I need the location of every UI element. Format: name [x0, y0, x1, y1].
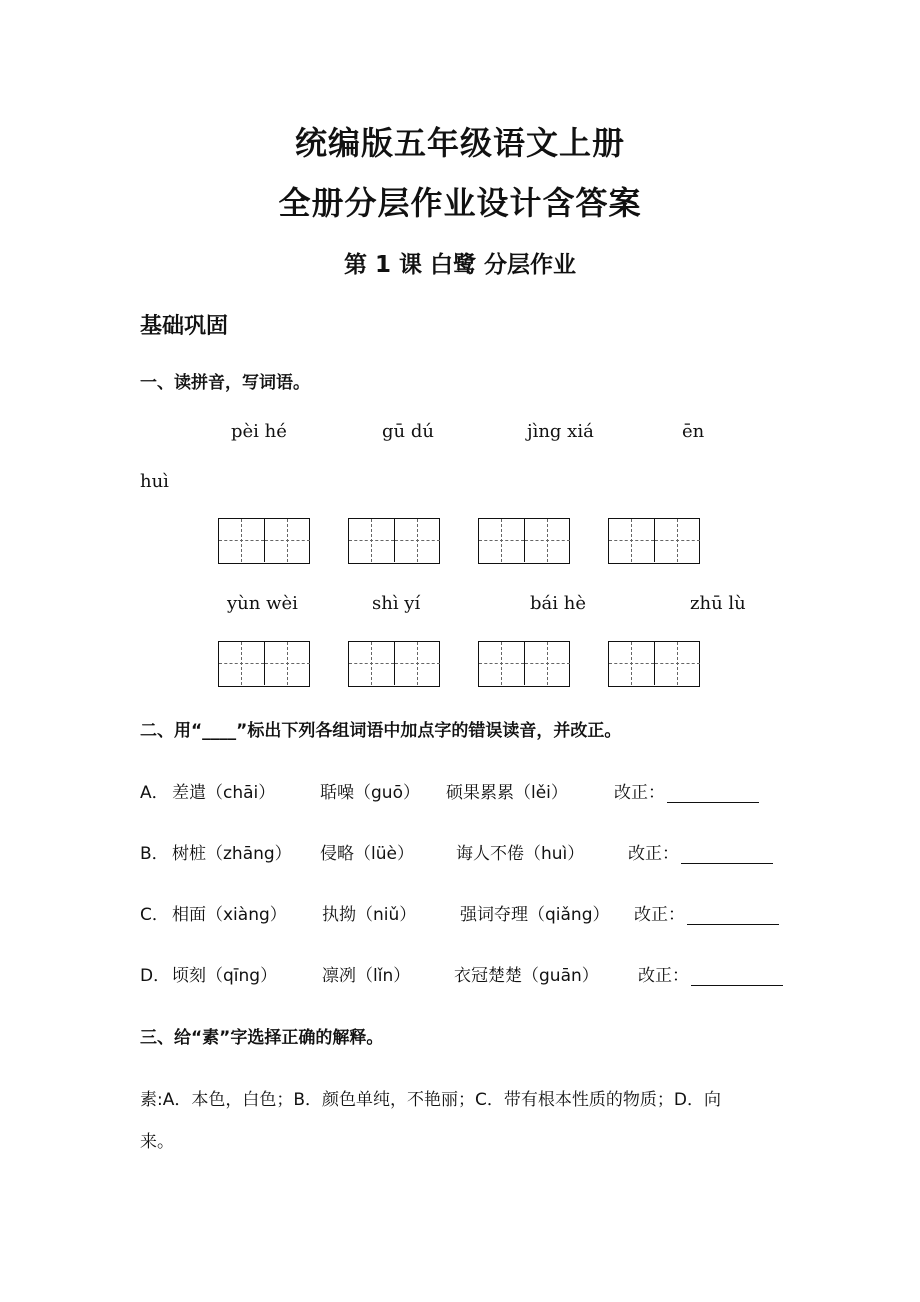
- pinyin-row2-1: yùn wèi: [227, 593, 298, 614]
- correction-field[interactable]: [638, 961, 783, 986]
- option-letter: A．: [140, 783, 169, 803]
- option-word-3: 衣冠楚楚（guān）: [454, 966, 599, 986]
- option-word-1: 顷刻（qīng）: [172, 966, 278, 986]
- option-word-3: 硕果累累（lěi）: [446, 783, 568, 803]
- option-word-2: 聒噪（guō）: [320, 783, 420, 803]
- lesson-title: 第 1 课 白鹭 分层作业: [343, 252, 577, 278]
- option-word-2: 凛冽（lǐn）: [322, 966, 411, 986]
- correction-field[interactable]: [634, 900, 779, 925]
- option-letter: C．: [140, 905, 169, 925]
- writing-grid[interactable]: [478, 641, 570, 687]
- correction-blank[interactable]: [667, 786, 759, 803]
- section-heading: 基础巩固: [140, 314, 229, 339]
- option-letter: D．: [140, 966, 171, 986]
- writing-grid[interactable]: [348, 641, 440, 687]
- question-3-label: 三、给“素”字选择正确的解释。: [140, 1028, 384, 1048]
- option-b: [140, 839, 790, 863]
- question-1-label: 一、读拼音，写词语。: [140, 373, 310, 393]
- writing-grid[interactable]: [608, 641, 700, 687]
- pinyin-row2-2: shì yí: [372, 593, 421, 614]
- option-word-1: 差遣（chāi）: [172, 783, 276, 803]
- correction-blank[interactable]: [687, 908, 779, 925]
- option-word-2: 执拗（niǔ）: [322, 905, 417, 925]
- option-word-3: 诲人不倦（huì）: [456, 844, 585, 864]
- correction-label: 改正：: [634, 905, 685, 925]
- correction-blank[interactable]: [691, 969, 783, 986]
- correction-field[interactable]: [614, 778, 759, 803]
- pinyin-row2-3: bái hè: [530, 593, 586, 614]
- document-title-line2: 全册分层作业设计含答案: [278, 184, 642, 222]
- writing-grid[interactable]: [478, 518, 570, 564]
- writing-grid[interactable]: [218, 518, 310, 564]
- pinyin-row1-3: jìng xiá: [527, 421, 594, 442]
- correction-field[interactable]: [628, 839, 773, 864]
- correction-blank[interactable]: [681, 847, 773, 864]
- pinyin-row2-4: zhū lù: [690, 593, 746, 614]
- definition-line-1: 素:A．本色，白色；B．颜色单纯，不艳丽；C．带有根本性质的物质；D．向: [140, 1090, 721, 1110]
- question-2-label: 二、用“____”标出下列各组词语中加点字的错误读音，并改正。: [140, 721, 622, 741]
- option-d: [140, 961, 790, 985]
- option-a: [140, 778, 790, 802]
- writing-grid[interactable]: [608, 518, 700, 564]
- writing-grid[interactable]: [218, 641, 310, 687]
- document-title-line1: 统编版五年级语文上册: [294, 124, 625, 162]
- writing-grid[interactable]: [348, 518, 440, 564]
- pinyin-row1-1: pèi hé: [231, 421, 287, 442]
- option-word-3: 强词夺理（qiǎng）: [460, 905, 610, 925]
- option-letter: B．: [140, 844, 169, 864]
- correction-label: 改正：: [614, 783, 665, 803]
- pinyin-row1-4: ēn: [682, 421, 705, 442]
- option-c: [140, 900, 790, 924]
- correction-label: 改正：: [628, 844, 679, 864]
- option-word-1: 相面（xiàng）: [172, 905, 287, 925]
- pinyin-row1-wrap: huì: [140, 471, 169, 492]
- pinyin-row1-2: gū dú: [382, 421, 434, 442]
- option-word-2: 侵略（lüè）: [320, 844, 414, 864]
- definition-line-2: 来。: [140, 1132, 174, 1152]
- correction-label: 改正：: [638, 966, 689, 986]
- option-word-1: 树桩（zhāng）: [172, 844, 292, 864]
